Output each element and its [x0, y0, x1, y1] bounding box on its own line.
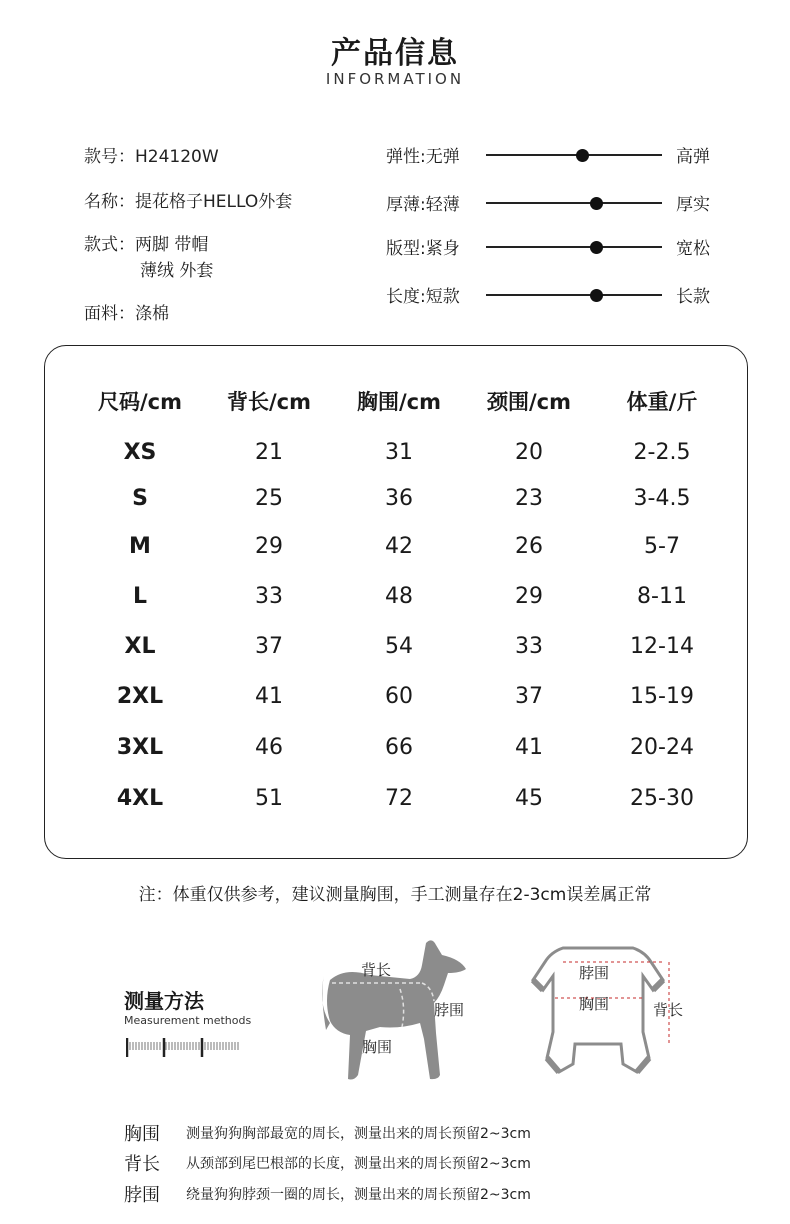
- table-row: [45, 634, 749, 668]
- table-cell: 31: [385, 440, 413, 465]
- definition-term: 背长: [124, 1154, 160, 1175]
- size-cell: 2XL: [116, 684, 164, 709]
- table-cell: 54: [385, 634, 413, 659]
- size-cell: 4XL: [116, 786, 164, 811]
- slider-left-label: 长度:短款: [386, 287, 460, 307]
- table-header-cell: 体重/斤: [626, 390, 698, 414]
- table-cell: 37: [255, 634, 283, 659]
- table-cell: 60: [385, 684, 413, 709]
- slider-right-label: 高弹: [676, 147, 710, 167]
- table-cell: 12-14: [630, 634, 694, 659]
- garment-figure: [525, 940, 695, 1085]
- table-cell: 23: [515, 486, 543, 511]
- slider-left-label: 弹性:无弹: [386, 147, 460, 167]
- weight-note: 注：体重仅供参考，建议测量胸围，手工测量存在2-3cm误差属正常: [138, 885, 652, 905]
- info-style-line2: 薄绒 外套: [140, 261, 214, 281]
- table-cell: 15-19: [630, 684, 694, 709]
- info-model: 款号：H24120W: [84, 147, 219, 167]
- table-cell: 42: [385, 534, 413, 559]
- slider-marker: [590, 289, 603, 302]
- table-row: [45, 684, 749, 718]
- table-cell: 20-24: [630, 735, 694, 760]
- table-header-cell: 颈围/cm: [487, 390, 571, 414]
- slider-track: [486, 154, 662, 156]
- dog-back-label: 背长: [361, 961, 392, 979]
- info-style-line1: 款式：两脚 带帽: [84, 235, 209, 255]
- table-cell: 66: [385, 735, 413, 760]
- slider-thickness: [386, 190, 726, 216]
- table-cell: 33: [255, 584, 283, 609]
- definition-desc: 测量狗狗胸部最宽的周长，测量出来的周长预留2~3cm: [186, 1126, 531, 1142]
- slider-length: [386, 282, 726, 308]
- table-cell: 25-30: [630, 786, 694, 811]
- table-row: [45, 735, 749, 769]
- size-cell: XL: [124, 634, 156, 659]
- table-cell: 41: [255, 684, 283, 709]
- slider-right-label: 长款: [676, 287, 710, 307]
- size-cell: XS: [123, 440, 157, 465]
- table-cell: 5-7: [644, 534, 680, 559]
- table-cell: 51: [255, 786, 283, 811]
- table-row: [45, 534, 749, 568]
- slider-track: [486, 294, 662, 296]
- definition-desc: 从颈部到尾巴根部的长度，测量出来的周长预留2~3cm: [186, 1156, 531, 1172]
- definition-term: 胸围: [124, 1124, 160, 1145]
- slider-elasticity: [386, 142, 726, 168]
- slider-left-label: 版型:紧身: [386, 239, 460, 259]
- slider-marker: [576, 149, 589, 162]
- page-title: 产品信息: [331, 36, 459, 71]
- table-cell: 26: [515, 534, 543, 559]
- table-header-cell: 尺码/cm: [98, 390, 182, 414]
- slider-marker: [590, 197, 603, 210]
- table-cell: 45: [515, 786, 543, 811]
- garment-back-label: 背长: [653, 1001, 684, 1019]
- table-cell: 36: [385, 486, 413, 511]
- slider-left-label: 厚薄:轻薄: [386, 195, 460, 215]
- page-subtitle: INFORMATION: [325, 70, 465, 88]
- size-cell: 3XL: [116, 735, 164, 760]
- table-cell: 8-11: [637, 584, 687, 609]
- table-cell: 33: [515, 634, 543, 659]
- dog-chest-label: 胸围: [362, 1038, 393, 1056]
- table-header-row: [45, 386, 749, 420]
- table-cell: 37: [515, 684, 543, 709]
- garment-neck-label: 脖围: [579, 964, 610, 982]
- measure-subtitle: Measurement methods: [124, 1014, 252, 1027]
- table-cell: 21: [255, 440, 283, 465]
- definition-desc: 绕量狗狗脖颈一圈的周长，测量出来的周长预留2~3cm: [186, 1187, 531, 1203]
- slider-track: [486, 246, 662, 248]
- dog-neck-label: 脖围: [434, 1001, 465, 1019]
- table-row: [45, 440, 749, 474]
- table-header-cell: 胸围/cm: [357, 390, 441, 414]
- info-fabric: 面料：涤棉: [84, 304, 169, 324]
- table-cell: 2-2.5: [633, 440, 691, 465]
- table-cell: 3-4.5: [633, 486, 691, 511]
- garment-chest-label: 胸围: [579, 995, 610, 1013]
- measure-title: 测量方法: [124, 989, 204, 1013]
- slider-marker: [590, 241, 603, 254]
- table-cell: 29: [515, 584, 543, 609]
- ruler-icon: [126, 1036, 240, 1058]
- table-cell: 25: [255, 486, 283, 511]
- table-cell: 46: [255, 735, 283, 760]
- size-cell: S: [132, 486, 148, 511]
- dog-figure: [310, 935, 480, 1085]
- size-cell: M: [129, 534, 151, 559]
- size-table: [44, 345, 748, 859]
- definition-term: 脖围: [124, 1185, 160, 1206]
- table-cell: 20: [515, 440, 543, 465]
- table-header-cell: 背长/cm: [227, 390, 311, 414]
- slider-right-label: 宽松: [676, 239, 710, 259]
- slider-right-label: 厚实: [676, 195, 710, 215]
- table-row: [45, 584, 749, 618]
- table-cell: 29: [255, 534, 283, 559]
- info-style: [84, 232, 213, 284]
- table-row: [45, 486, 749, 520]
- table-row: [45, 786, 749, 820]
- table-cell: 72: [385, 786, 413, 811]
- slider-track: [486, 202, 662, 204]
- size-cell: L: [132, 584, 148, 609]
- info-name: 名称：提花格子HELLO外套: [84, 192, 293, 212]
- slider-fit: [386, 234, 726, 260]
- table-cell: 41: [515, 735, 543, 760]
- table-cell: 48: [385, 584, 413, 609]
